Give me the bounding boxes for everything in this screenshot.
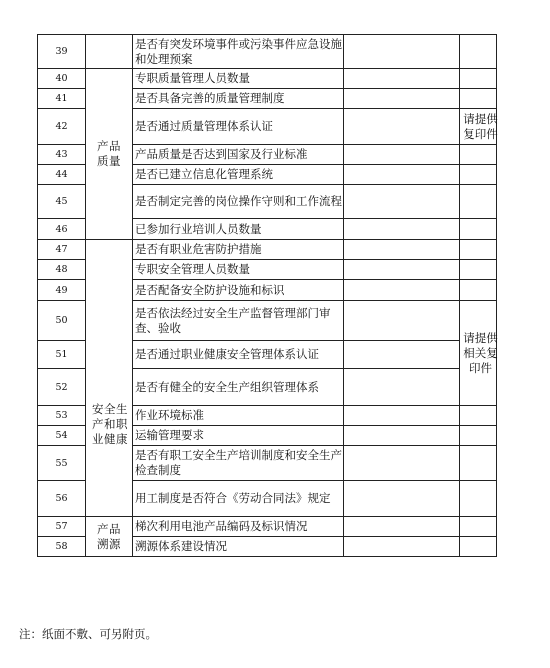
item-text: 是否配备安全防护设施和标识 (133, 280, 344, 301)
note-cell (460, 481, 497, 517)
note-label: 请提供复印件 (463, 111, 498, 141)
item-text: 是否有突发环境事件或污染事件应急设施和处理预案 (133, 35, 344, 69)
item-text: 是否依法经过安全生产监督管理部门审查、验收 (133, 301, 344, 341)
value-cell (344, 280, 460, 301)
row-number: 43 (38, 145, 86, 165)
note-copy-required-safety (460, 301, 497, 406)
item-text: 用工制度是否符合《劳动合同法》规定 (133, 481, 344, 517)
note-cell (460, 165, 497, 185)
row-number: 53 (38, 406, 86, 426)
note-cell (460, 35, 497, 69)
item-text: 是否已建立信息化管理系统 (133, 165, 344, 185)
value-cell (344, 341, 460, 369)
value-cell (344, 446, 460, 481)
note-cell (460, 260, 497, 280)
item-text: 作业环境标准 (133, 406, 344, 426)
category-cell-empty (86, 35, 133, 69)
note-cell (460, 280, 497, 301)
row-number: 44 (38, 165, 86, 185)
row-number: 58 (38, 537, 86, 557)
table-row (38, 69, 497, 89)
note-cell (460, 446, 497, 481)
value-cell (344, 517, 460, 537)
row-number: 57 (38, 517, 86, 537)
category-traceability (86, 517, 133, 557)
item-text: 运输管理要求 (133, 426, 344, 446)
row-number: 40 (38, 69, 86, 89)
category-quality (86, 69, 133, 240)
value-cell (344, 145, 460, 165)
row-number: 46 (38, 219, 86, 240)
category-label: 产品质量 (97, 139, 121, 168)
value-cell (344, 109, 460, 145)
item-text: 专职质量管理人员数量 (133, 69, 344, 89)
value-cell (344, 481, 460, 517)
item-text: 溯源体系建设情况 (133, 537, 344, 557)
value-cell (344, 260, 460, 280)
note-cell (460, 517, 497, 537)
item-text: 是否有健全的安全生产组织管理体系 (133, 369, 344, 406)
row-number: 47 (38, 240, 86, 260)
note-cell (460, 219, 497, 240)
item-text: 是否通过职业健康安全管理体系认证 (133, 341, 344, 369)
value-cell (344, 185, 460, 219)
note-cell (460, 89, 497, 109)
note-cell (460, 69, 497, 89)
value-cell (344, 165, 460, 185)
note-label: 请提供相关复印件 (463, 330, 498, 375)
value-cell (344, 69, 460, 89)
row-number: 41 (38, 89, 86, 109)
row-number: 50 (38, 301, 86, 341)
item-text: 是否通过质量管理体系认证 (133, 109, 344, 145)
item-text: 产品质量是否达到国家及行业标准 (133, 145, 344, 165)
value-cell (344, 219, 460, 240)
category-label: 安全生产和职业健康 (92, 401, 128, 446)
value-cell (344, 406, 460, 426)
table-row (38, 240, 497, 260)
row-number: 55 (38, 446, 86, 481)
value-cell (344, 35, 460, 69)
value-cell (344, 426, 460, 446)
row-number: 52 (38, 369, 86, 406)
footnote: 注：纸面不敷、可另附页。 (19, 627, 157, 641)
table-row (38, 517, 497, 537)
table-row (38, 35, 497, 69)
row-number: 48 (38, 260, 86, 280)
note-cell (460, 406, 497, 426)
row-number: 42 (38, 109, 86, 145)
evaluation-table (37, 34, 497, 557)
row-number: 39 (38, 35, 86, 69)
evaluation-table-sheet (37, 34, 497, 557)
item-text: 梯次利用电池产品编码及标识情况 (133, 517, 344, 537)
note-copy-required (460, 109, 497, 145)
row-number: 54 (38, 426, 86, 446)
note-cell (460, 537, 497, 557)
category-label: 产品溯源 (97, 521, 121, 551)
item-text: 已参加行业培训人员数量 (133, 219, 344, 240)
row-number: 45 (38, 185, 86, 219)
note-cell (460, 145, 497, 165)
value-cell (344, 301, 460, 341)
value-cell (344, 240, 460, 260)
row-number: 51 (38, 341, 86, 369)
value-cell (344, 369, 460, 406)
value-cell (344, 89, 460, 109)
row-number: 56 (38, 481, 86, 517)
category-safety-health (86, 240, 133, 517)
item-text: 是否制定完善的岗位操作守则和工作流程 (133, 185, 344, 219)
item-text: 是否有职工安全生产培训制度和安全生产检查制度 (133, 446, 344, 481)
item-text: 专职安全管理人员数量 (133, 260, 344, 280)
item-text: 是否具备完善的质量管理制度 (133, 89, 344, 109)
note-cell (460, 185, 497, 219)
note-cell (460, 240, 497, 260)
item-text: 是否有职业危害防护措施 (133, 240, 344, 260)
row-number: 49 (38, 280, 86, 301)
value-cell (344, 537, 460, 557)
note-cell (460, 426, 497, 446)
